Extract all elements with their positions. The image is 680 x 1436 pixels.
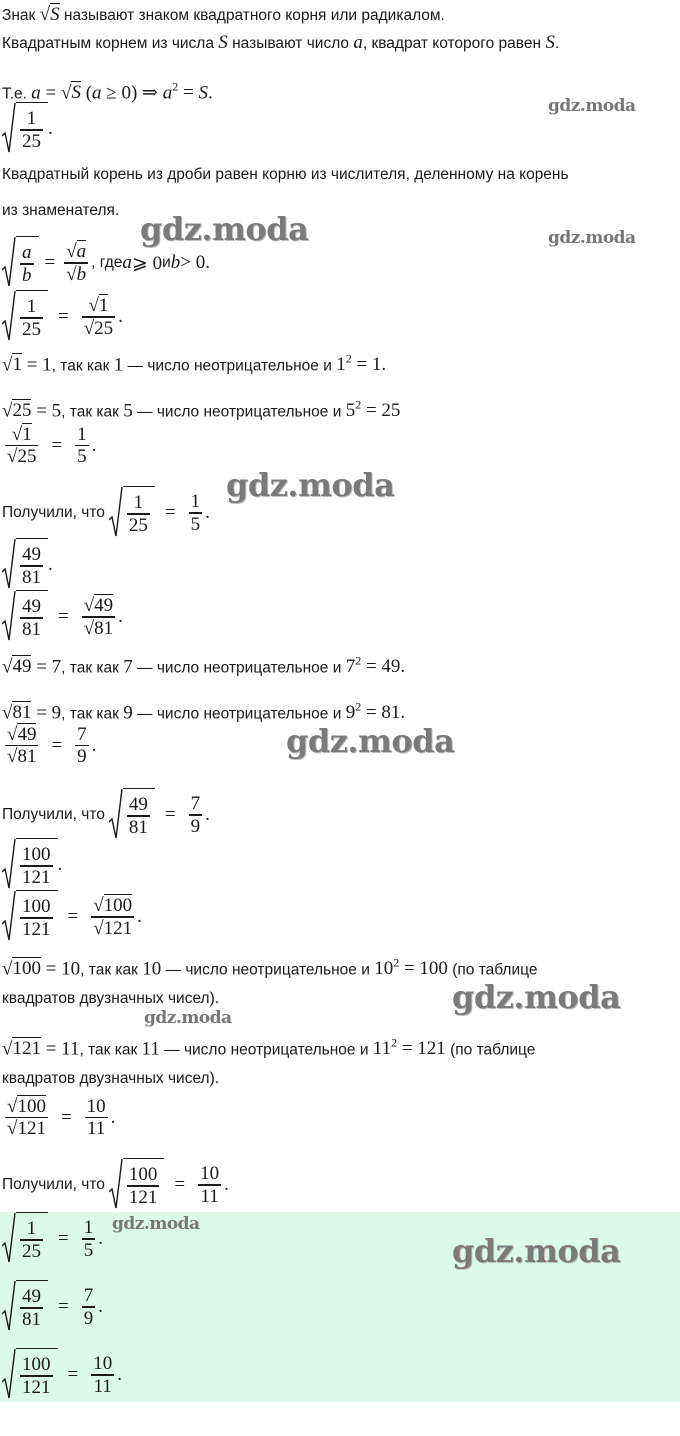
watermark: gdz.moda <box>226 466 395 504</box>
p2-split: $\frac{49}{81}$ = $\frac{√49}{√81}$ . <box>2 590 123 644</box>
p3-split: $\frac{100}{121}$ = $\frac{√100}{√121}$ . <box>2 890 142 944</box>
watermark: gdz.moda <box>286 722 455 760</box>
watermark: gdz.moda <box>144 1008 232 1028</box>
p3-num-root-cont: квадратов двузначных чисел). <box>2 990 220 1007</box>
rule-line-2: из знаменателя. <box>2 202 120 219</box>
expr-sqrt-1-25: $\frac{1}{25}$ . <box>2 102 53 156</box>
intro-line-3: Т.е. a = √S (a ≥ 0) ⇒ $a^2 = S$. <box>2 80 213 104</box>
p1-num-root: √1 = 1, так как 1 — число неотрицательное и $1^2 = 1$. <box>2 352 387 376</box>
p3-num-root: √100 = 10, так как 10 — число неотрицательное и $10^2 = 100$ (по таблице <box>2 956 538 980</box>
answer-1: $\frac{1}{25}$ = $\frac{1}{5}$ . <box>2 1212 103 1266</box>
p2-num-root: √49 = 7, так как 7 — число неотрицательное и $7^2 = 49$. <box>2 654 406 678</box>
p2-result: $\frac{√49}{√81}$ = $\frac{7}{9}$ . <box>7 724 97 768</box>
intro-line-2: Квадратным корнем из числа S называют число a, квадрат которого равен S. <box>2 32 560 53</box>
p3-conclusion: Получили, что $\frac{100}{121}$ = $\frac{10}{11}$ . <box>2 1158 229 1212</box>
p2-den-root: √81 = 9, так как 9 — число неотрицательное и $9^2 = 81$. <box>2 700 406 724</box>
p1-split: $\frac{1}{25}$ = $\frac{√1}{√25}$ . <box>2 290 123 344</box>
p3-den-root-cont: квадратов двузначных чисел). <box>2 1070 220 1087</box>
p1-result: $\frac{√1}{√25}$ = $\frac{1}{5}$ . <box>7 424 97 468</box>
p3-result: $\frac{√100}{√121}$ = $\frac{10}{11}$ . <box>7 1096 116 1140</box>
rule-line-1: Квадратный корень из дроби равен корню из числителя, деленному на корень <box>2 166 569 183</box>
answer-2: $\frac{49}{81}$ = $\frac{7}{9}$ . <box>2 1280 103 1334</box>
intro-line-1: Знак √S называют знаком квадратного корня или радикалом. <box>2 4 445 25</box>
p2-expr: $\frac{49}{81}$ . <box>2 538 53 592</box>
rule-formula: $\frac{a}{b}$ = $\frac{√a}{√b}$ , где a ⩾ 0 и b > 0. <box>2 236 210 290</box>
watermark: gdz.moda <box>548 228 636 248</box>
watermark: gdz.moda <box>112 1214 200 1234</box>
p1-den-root: √25 = 5, так как 5 — число неотрицательное и $5^2 = 25$ <box>2 398 401 422</box>
p1-conclusion: Получили, что $\frac{1}{25}$ = $\frac{1}{5}$ . <box>2 486 210 540</box>
p3-expr: $\frac{100}{121}$ . <box>2 838 62 892</box>
answer-3: $\frac{100}{121}$ = $\frac{10}{11}$ . <box>2 1348 122 1402</box>
watermark: gdz.moda <box>452 1232 621 1270</box>
watermark: gdz.moda <box>452 978 621 1016</box>
watermark: gdz.moda <box>548 96 636 116</box>
p2-conclusion: Получили, что $\frac{49}{81}$ = $\frac{7}{9}$ . <box>2 788 210 842</box>
p3-den-root: √121 = 11, так как 11 — число неотрицательное и $11^2 = 121$ (по таблице <box>2 1036 536 1060</box>
watermark: gdz.moda <box>140 210 309 248</box>
